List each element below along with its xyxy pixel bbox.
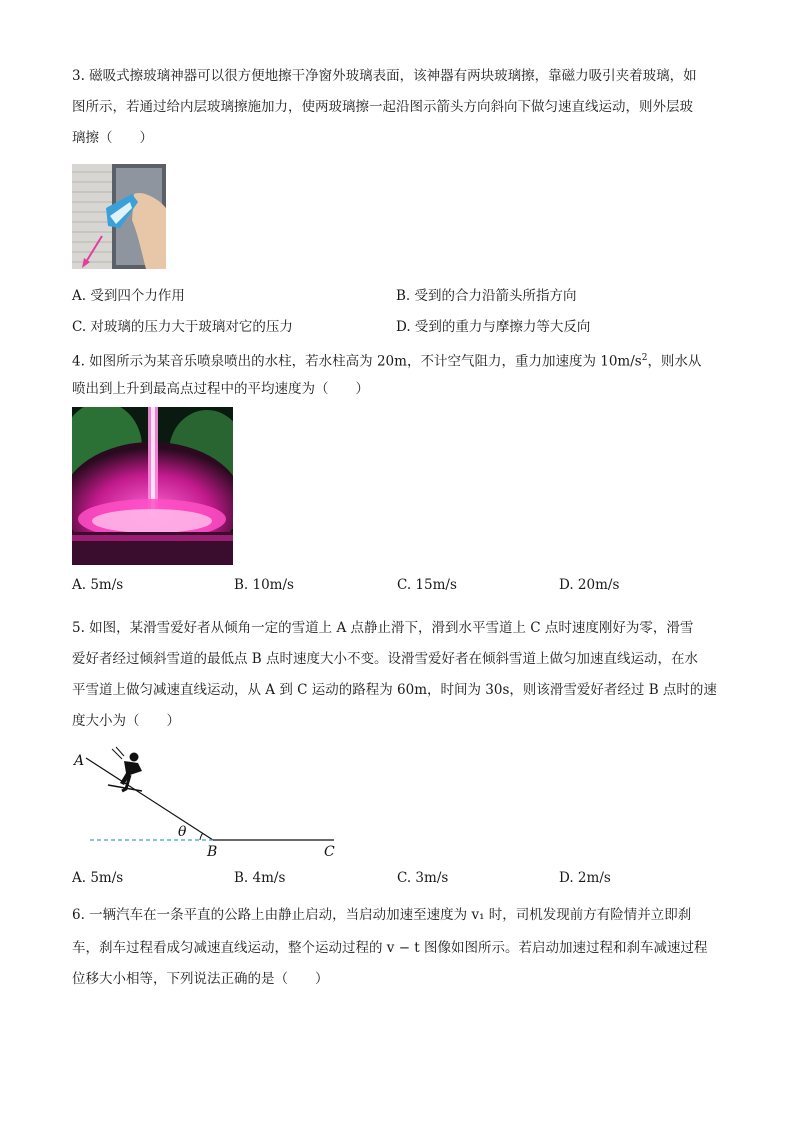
q5-line-2: 爱好者经过倾斜雪道的最低点 B 点时速度大小不变。设滑雪爱好者在倾斜雪道上做匀加速直线运动，在水 <box>72 651 699 667</box>
fountain-photo <box>72 407 233 565</box>
q4-line-1-text: 4. 如图所示为某音乐喷泉喷出的水柱，若水柱高为 20m，不计空气阻力，重力加速度为 10m/s <box>72 353 642 370</box>
q5-option-d[interactable]: D. 2m/s <box>559 870 611 886</box>
q4-option-d[interactable]: D. 20m/s <box>559 577 620 593</box>
q6-line-3: 位移大小相等，下列说法正确的是（ ） <box>72 971 329 987</box>
skier-icon <box>108 747 142 791</box>
q4-line-1-tail: ，则水从 <box>647 353 702 370</box>
q5-option-c[interactable]: C. 3m/s <box>397 870 449 886</box>
q6-line-1: 6. 一辆汽车在一条平直的公路上由静止启动，当启动加速至速度为 v₁ 时，司机发现前方有险情并立即刹 <box>72 907 692 923</box>
q4-option-c[interactable]: C. 15m/s <box>397 577 457 593</box>
point-b-label: B <box>207 844 218 860</box>
point-c-label: C <box>324 844 335 860</box>
q5-line-1: 5. 如图，某滑雪爱好者从倾角一定的雪道上 A 点静止滑下，滑到水平雪道上 C 点时速度刚好为零，滑雪 <box>72 620 694 636</box>
q6-line-2: 车，刹车过程看成匀减速直线运动，整个运动过程的 v − t 图像如图所示。若启动加速过程和刹车减速过程 <box>72 940 708 956</box>
q5-line-3: 平雪道上做匀减速直线运动，从 A 到 C 运动的路程为 60m，时间为 30s，则该滑雪爱好者经过 B 点时的速 <box>72 682 717 698</box>
point-a-label: A <box>74 753 85 769</box>
q3-option-c[interactable]: C. 对玻璃的压力大于玻璃对它的压力 <box>72 319 293 335</box>
q4-option-a[interactable]: A. 5m/s <box>72 577 124 593</box>
q3-option-d[interactable]: D. 受到的重力与摩擦力等大反向 <box>396 319 591 335</box>
window-cleaner-photo <box>72 164 166 269</box>
q3-line-1: 3. 磁吸式擦玻璃神器可以很方便地擦干净窗外玻璃表面，该神器有两块玻璃擦，靠磁力吸引夹着玻璃，如 <box>72 68 697 84</box>
theta-label: θ <box>178 824 187 840</box>
q5-option-b[interactable]: B. 4m/s <box>234 870 286 886</box>
q3-option-a[interactable]: A. 受到四个力作用 <box>72 288 185 304</box>
q3-option-b[interactable]: B. 受到的合力沿箭头所指方向 <box>396 288 577 304</box>
ski-slope-diagram <box>72 745 342 861</box>
q5-option-a[interactable]: A. 5m/s <box>72 870 124 886</box>
q3-line-2: 图所示，若通过给内层玻璃擦施加力，使两玻璃擦一起沿图示箭头方向斜向下做匀速直线运动，则外层玻 <box>72 99 693 115</box>
slope-line <box>86 758 213 840</box>
q3-line-3: 璃擦（ ） <box>72 130 153 146</box>
q5-line-4: 度大小为（ ） <box>72 713 180 729</box>
q4-line-2: 喷出到上升到最高点过程中的平均速度为（ ） <box>72 381 369 397</box>
q4-line-1 <box>72 348 701 372</box>
q4-unit-exponent: 2 <box>641 353 648 363</box>
q4-option-b[interactable]: B. 10m/s <box>234 577 294 593</box>
